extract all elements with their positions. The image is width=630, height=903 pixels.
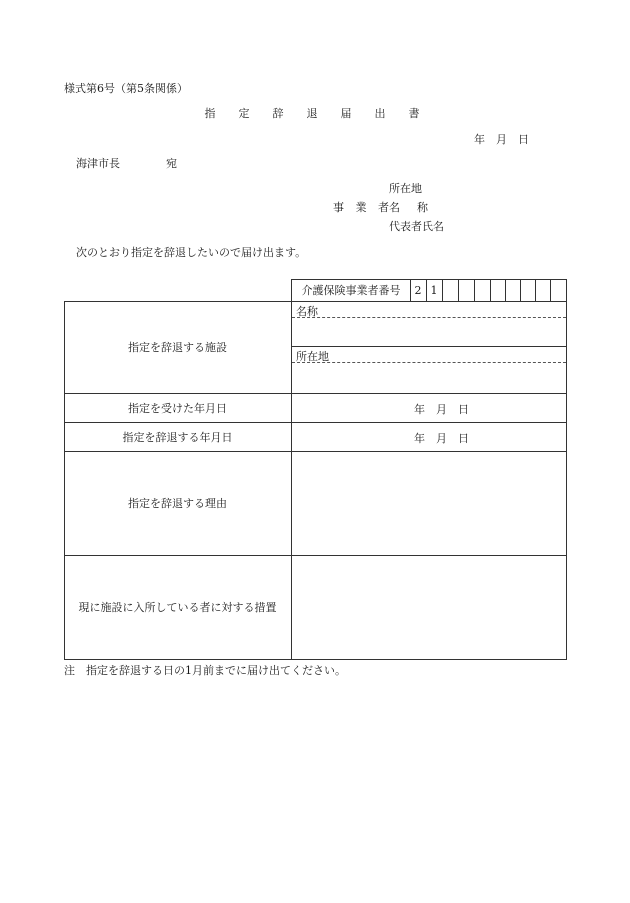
applicant-group-label: 事 業 者 [333,201,393,214]
reason-field[interactable] [292,452,566,555]
submission-date: 年 月 日 [474,133,529,146]
facility-name-label: 名称 [296,305,318,318]
business-number-digit[interactable] [442,279,458,301]
business-number-digit[interactable] [490,279,506,301]
designation-date-field[interactable]: 年 月 日 [414,403,469,416]
business-number-digit[interactable] [458,279,474,301]
addressee-name: 海津市長 [76,157,120,170]
addressee [76,157,177,171]
facility-label: 指定を辞退する施設 [128,341,227,354]
footnote: 注 指定を辞退する日の1月前までに届け出てください。 [64,664,346,677]
facility-name-field[interactable] [292,318,566,346]
business-number-digit[interactable] [505,279,521,301]
measures-label: 現に施設に入所している者に対する措置 [78,601,277,614]
designation-date-label: 指定を受けた年月日 [128,401,227,415]
withdrawal-date-field[interactable]: 年 月 日 [414,432,469,445]
table-line [64,659,567,660]
form-number: 様式第6号（第5条関係） [64,82,188,95]
table-line [291,346,567,347]
reason-label: 指定を辞退する理由 [128,497,227,510]
business-number-digit[interactable]: 2 [414,283,422,297]
measures-field[interactable] [292,556,566,659]
table-line [566,279,567,660]
business-number-digit[interactable]: 1 [430,283,438,297]
intro-text: 次のとおり指定を辞退したいので届け出ます。 [76,246,307,259]
applicant-representative-label: 代表者氏名 [389,220,444,233]
facility-location-label: 所在地 [296,350,329,363]
business-number-label: 介護保険事業者番号 [301,284,401,297]
business-number-digit[interactable] [550,279,566,301]
withdrawal-date-label: 指定を辞退する年月日 [122,430,233,444]
business-number-digit[interactable] [520,279,536,301]
business-number-digit[interactable] [474,279,490,301]
applicant-name-label: 名 称 [389,201,431,214]
document-title: 指 定 辞 退 届 出 書 [204,107,426,120]
addressee-suffix: 宛 [166,157,177,170]
facility-location-field[interactable] [292,363,566,393]
business-number-digit[interactable] [535,279,551,301]
applicant-location-label: 所在地 [389,182,422,195]
